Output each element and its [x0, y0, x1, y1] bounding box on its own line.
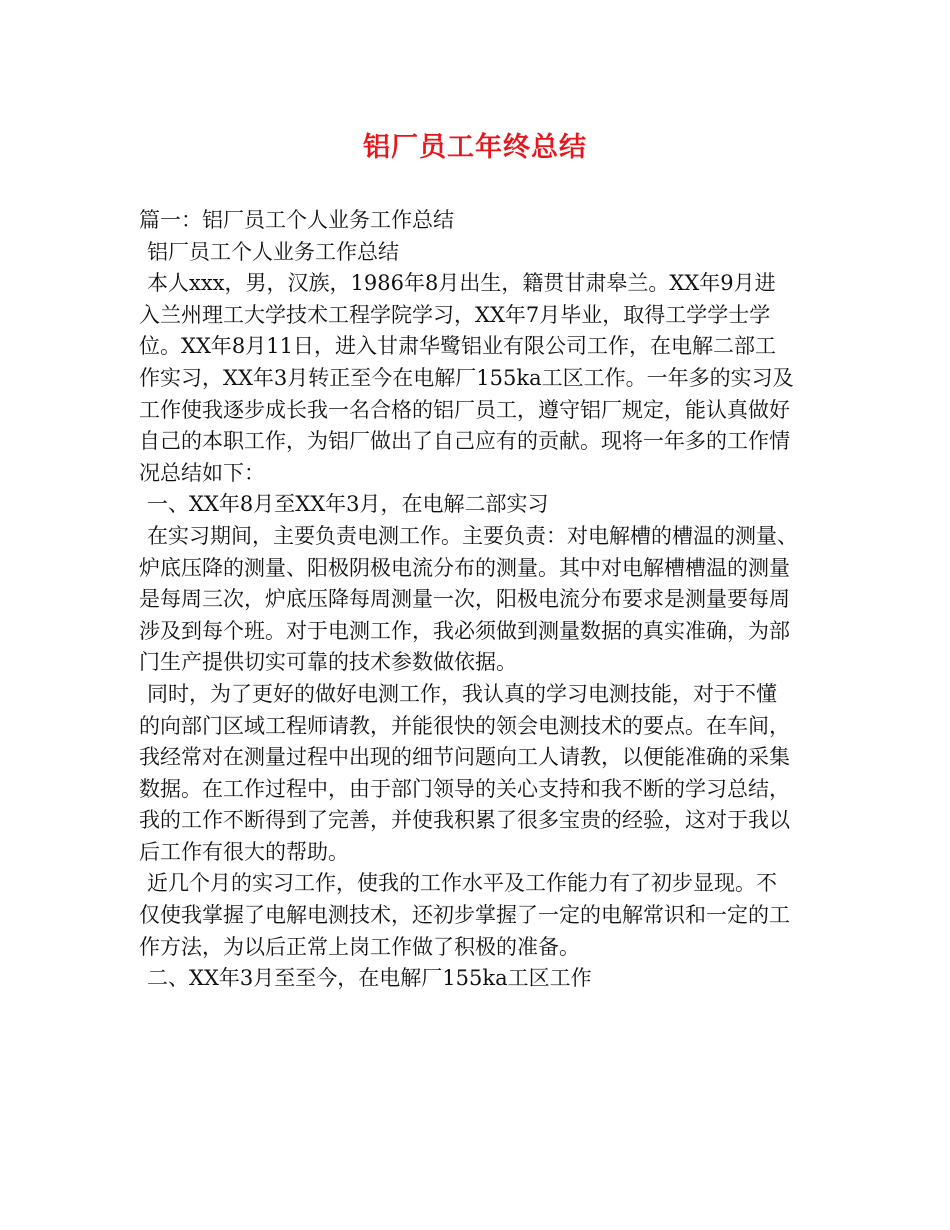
text-line: 我经常对在测量过程中出现的细节问题向工人请教，以便能准确的采集 — [139, 745, 790, 770]
text-line: 近几个月的实习工作，使我的工作水平及工作能力有了初步显现。不 — [147, 871, 777, 896]
text-line: 位。XX年8月11日，进入甘肃华鹭铝业有限公司工作，在电解二部工 — [139, 334, 776, 359]
text-line: 一、XX年8月至XX年3月，在电解二部实习 — [147, 492, 549, 517]
text-line: 作实习，XX年3月转正至今在电解厂155ka工区工作。一年多的实习及 — [139, 365, 794, 390]
text-line: 本人xxx，男，汉族，1986年8月出生，籍贯甘肃皋兰。XX年9月进 — [147, 271, 776, 296]
document-body — [139, 205, 839, 995]
text-line: 数据。在工作过程中，由于部门领导的关心支持和我不断的学习总结， — [139, 776, 790, 801]
text-line: 二、XX年3月至至今，在电解厂155ka工区工作 — [147, 966, 592, 991]
text-line: 况总结如下： — [139, 460, 265, 485]
text-line: 铝厂员工个人业务工作总结 — [147, 239, 399, 264]
document-title: 铝厂员工年终总结 — [363, 132, 587, 163]
text-line: 自己的本职工作，为铝厂做出了自己应有的贡献。现将一年多的工作情 — [139, 429, 790, 454]
text-line: 入兰州理工大学技术工程学院学习，XX年7月毕业，取得工学学士学 — [139, 302, 771, 327]
text-line: 涉及到每个班。对于电测工作，我必须做到测量数据的真实准确，为部 — [139, 618, 790, 643]
text-line: 我的工作不断得到了完善，并使我积累了很多宝贵的经验，这对于我以 — [139, 808, 790, 833]
text-line: 工作使我逐步成长我一名合格的铝厂员工，遵守铝厂规定，能认真做好 — [139, 397, 790, 422]
text-line: 是每周三次，炉底压降每周测量一次，阳极电流分布要求是测量要每周 — [139, 587, 790, 612]
text-line: 仅使我掌握了电解电测技术，还初步掌握了一定的电解常识和一定的工 — [139, 903, 790, 928]
text-line: 门生产提供切实可靠的技术参数做依据。 — [139, 650, 517, 675]
text-line: 炉底压降的测量、阳极阴极电流分布的测量。其中对电解槽槽温的测量 — [139, 555, 790, 580]
text-line: 后工作有很大的帮助。 — [139, 839, 349, 864]
text-line: 同时，为了更好的做好电测工作，我认真的学习电测技能，对于不懂 — [147, 681, 777, 706]
text-line: 篇一：铝厂员工个人业务工作总结 — [139, 208, 454, 232]
text-line: 的向部门区域工程师请教，并能很快的领会电测技术的要点。在车间， — [139, 713, 790, 738]
text-line: 在实习期间，主要负责电测工作。主要负责：对电解槽的槽温的测量、 — [147, 523, 798, 548]
text-line: 作方法，为以后正常上岗工作做了积极的准备。 — [139, 934, 580, 959]
